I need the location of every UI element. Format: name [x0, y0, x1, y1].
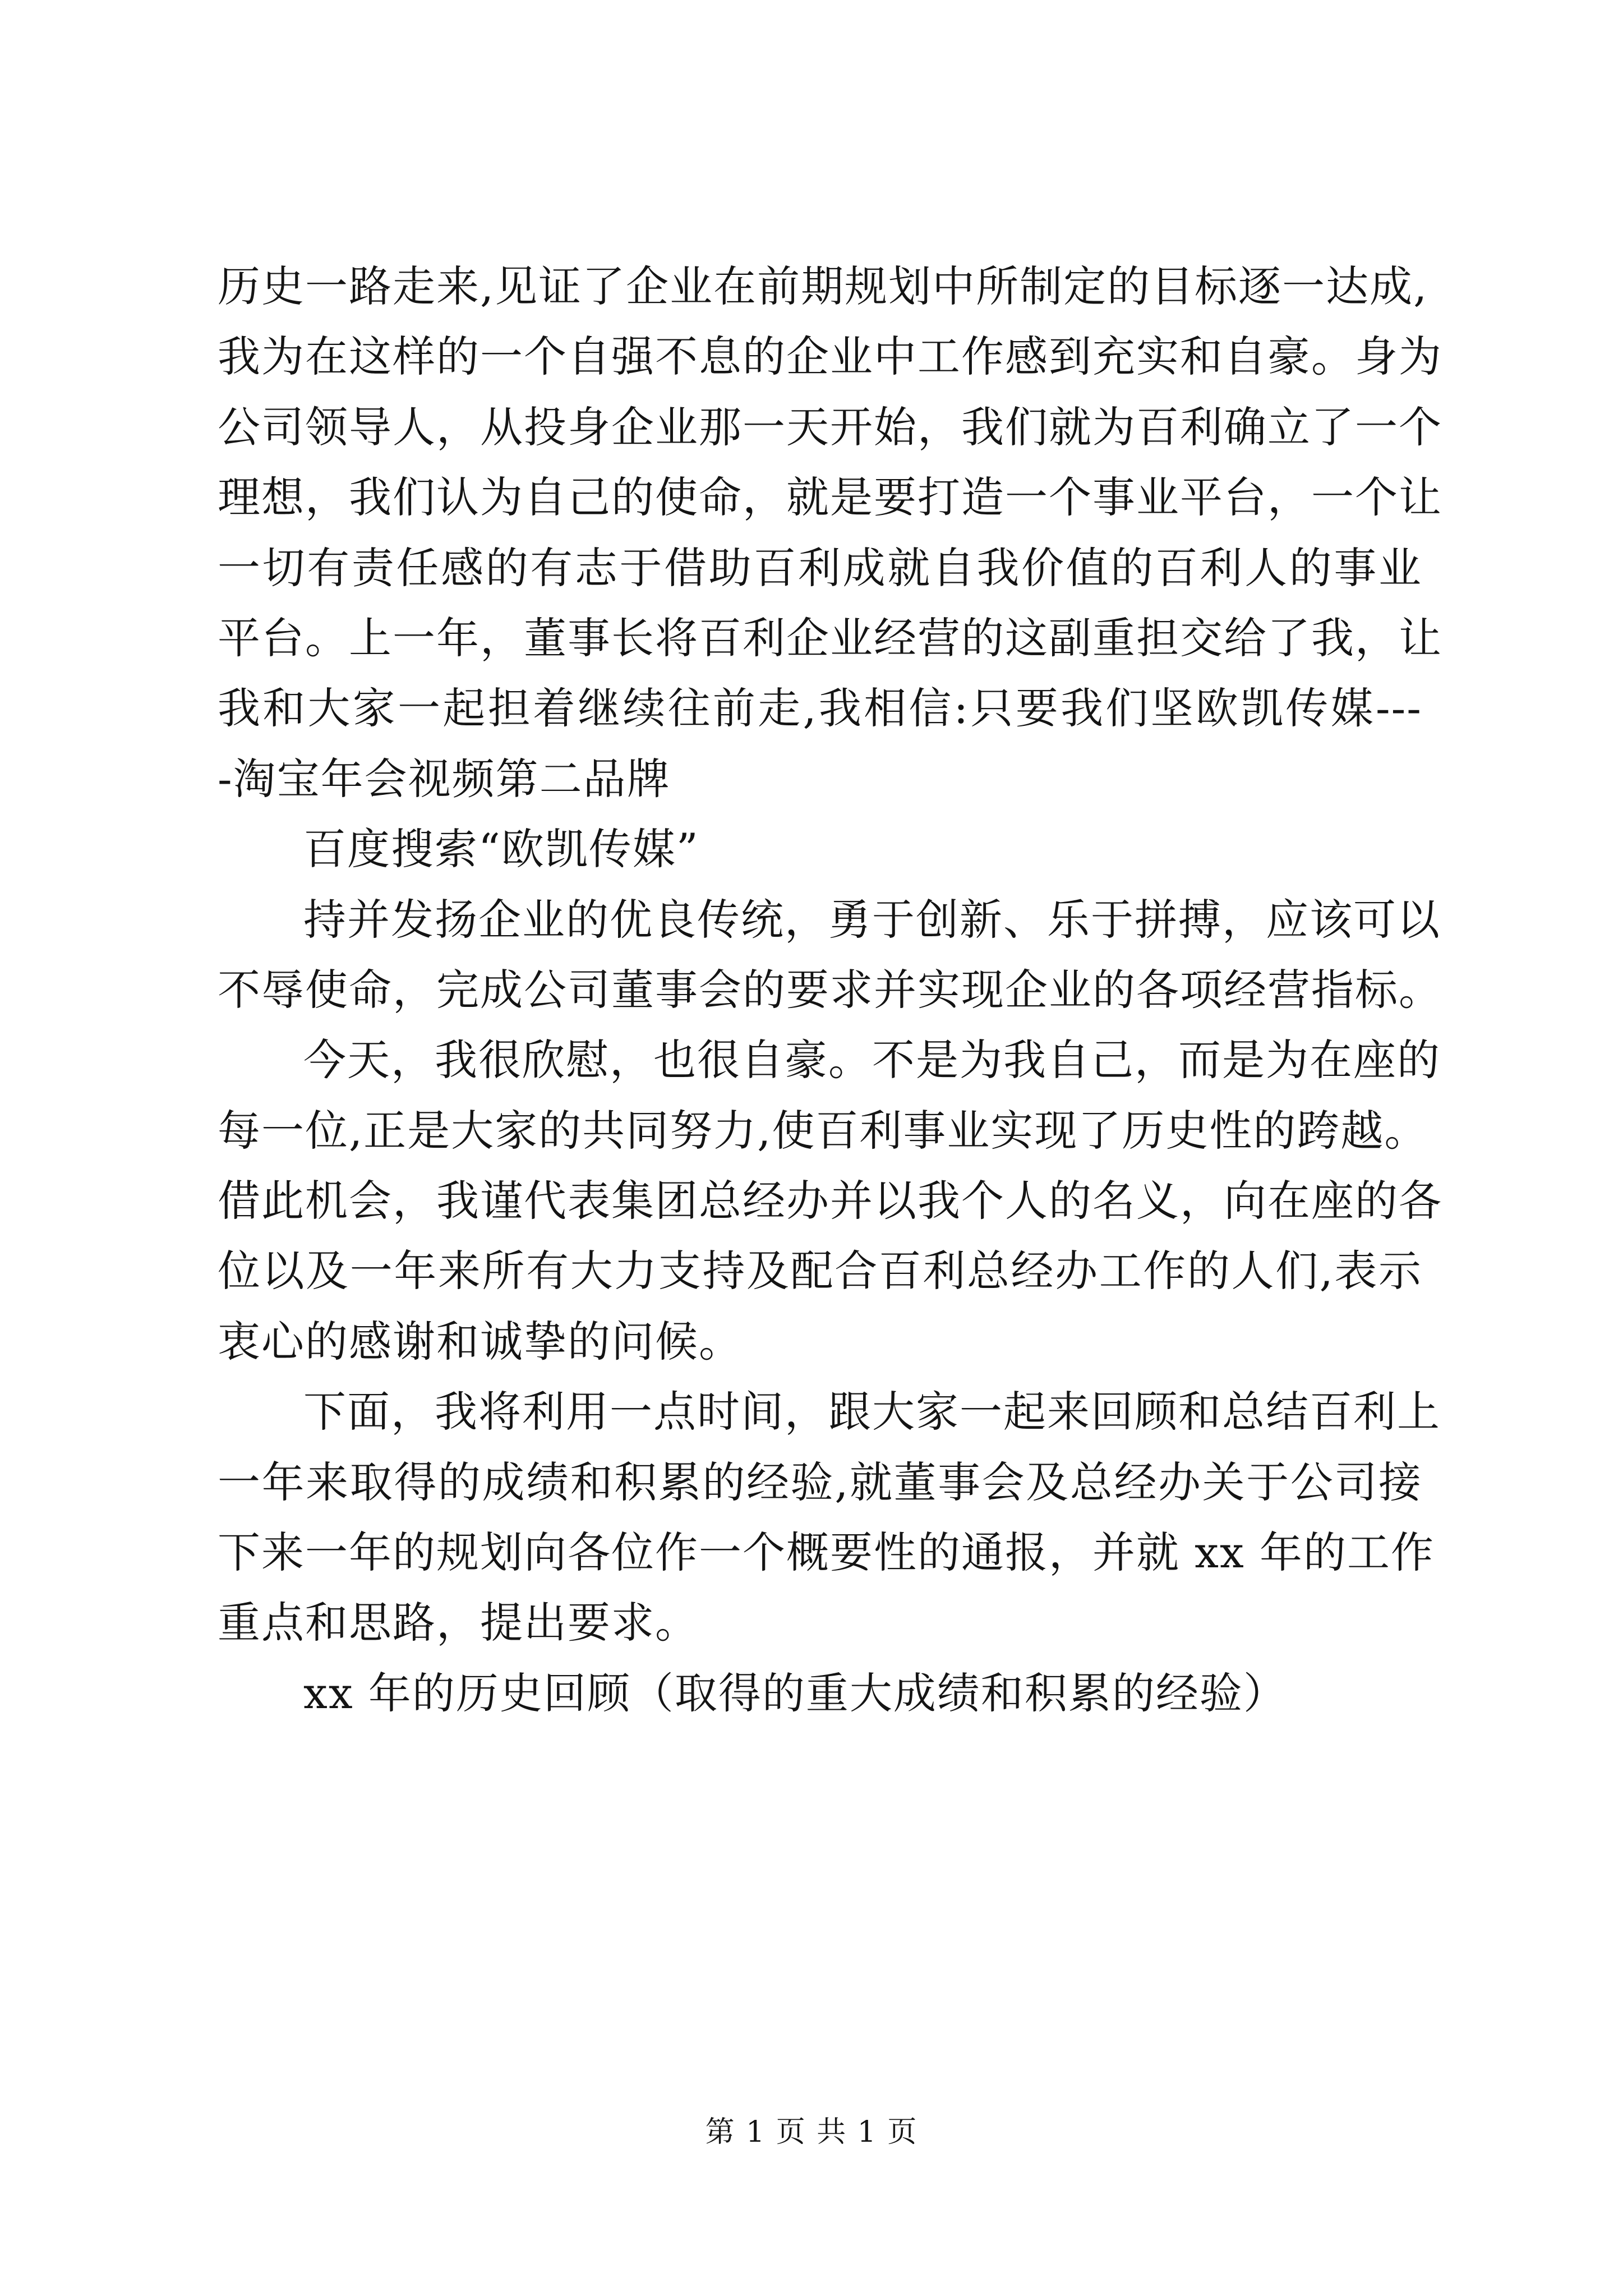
paragraph — [218, 885, 1442, 1025]
text-line: 理想，我们认为自己的使命，就是要打造一个事业平台，一个让 — [218, 472, 1442, 523]
paragraph — [218, 1025, 1442, 1377]
text-line: 我为在这样的一个自强不息的企业中工作感到充实和自豪。身为 — [218, 332, 1442, 382]
text-line: 衷心的感谢和诚挚的问候。 — [218, 1316, 743, 1366]
text-line: 历史一路走来,见证了企业在前期规划中所制定的目标逐一达成, — [218, 261, 1428, 311]
text-line: 每一位,正是大家的共同努力,使百利事业实现了历史性的跨越。 — [218, 1105, 1428, 1156]
text-line: 不辱使命，完成公司董事会的要求并实现企业的各项经营指标。 — [218, 964, 1442, 1015]
text-line: 今天，我很欣慰，也很自豪。不是为我自己，而是为在座的 — [303, 1035, 1441, 1085]
text-line: 重点和思路，提出要求。 — [218, 1598, 699, 1648]
text-line: 下面，我将利用一点时间，跟大家一起来回顾和总结百利上 — [303, 1387, 1441, 1437]
text-line: 借此机会，我谨代表集团总经办并以我个人的名义，向在座的各 — [218, 1176, 1442, 1226]
text-line: 下来一年的规划向各位作一个概要性的通报，并就 xx 年的工作 — [218, 1527, 1435, 1578]
paragraph — [218, 251, 1442, 814]
text-line: 我和大家一起担着继续往前走,我相信:只要我们坚欧凯传媒--- — [218, 683, 1422, 734]
text-line: 位以及一年来所有大力支持及配合百利总经办工作的人们,表示 — [218, 1246, 1422, 1296]
page-footer: 第 1 页 共 1 页 — [705, 2115, 918, 2149]
paragraph — [218, 1377, 1441, 1658]
text-line: 公司领导人，从投身企业那一天开始，我们就为百利确立了一个 — [218, 402, 1442, 452]
paragraph — [218, 814, 1422, 884]
text-line: 平台。上一年，董事长将百利企业经营的这副重担交给了我，让 — [218, 613, 1442, 663]
text-line: 持并发扬企业的优良传统，勇于创新、乐于拼搏，应该可以 — [303, 894, 1441, 945]
text-line: 一年来取得的成绩和积累的经验,就董事会及总经办关于公司接 — [218, 1457, 1422, 1507]
text-line: -淘宝年会视频第二品牌 — [218, 753, 671, 804]
text-line: xx 年的历史回顾（取得的重大成绩和积累的经验） — [303, 1668, 1287, 1718]
document-body — [218, 251, 1442, 1728]
paragraph — [218, 1658, 1422, 1728]
text-line: 百度搜索“欧凯传媒” — [303, 824, 699, 875]
text-line: 一切有责任感的有志于借助百利成就自我价值的百利人的事业 — [218, 542, 1422, 593]
